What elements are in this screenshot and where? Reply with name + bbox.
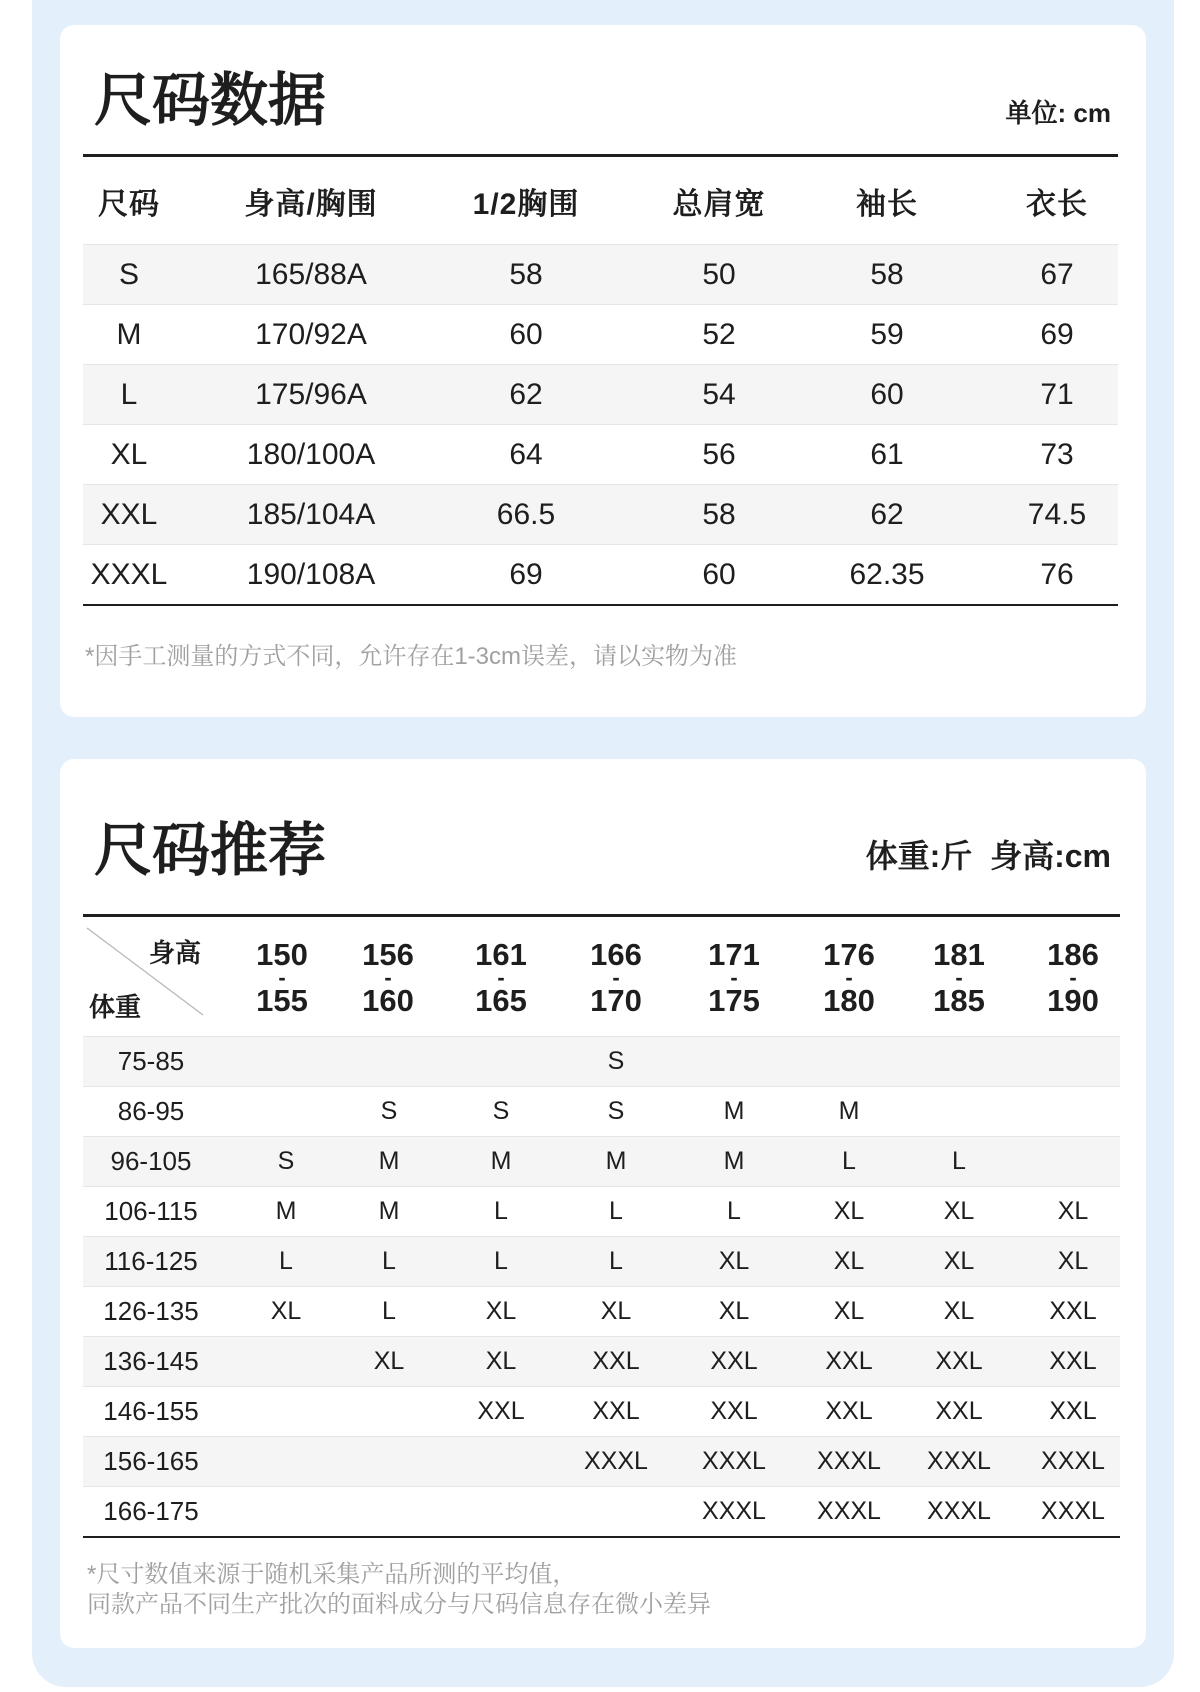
height-range-header	[794, 937, 904, 1018]
recommended-size	[561, 1487, 671, 1536]
recommended-size: L	[842, 1147, 856, 1175]
table-row	[83, 1136, 1120, 1186]
height-range-from: 161	[475, 937, 527, 972]
height-range-from: 150	[256, 937, 308, 972]
table-cell: 165/88A	[255, 257, 367, 291]
table-row	[83, 1186, 1120, 1236]
recommended-size: XL	[1057, 1247, 1089, 1275]
recommended-size: XXL	[592, 1397, 640, 1425]
table-cell: 62	[870, 497, 904, 531]
recommended-size: M	[838, 1097, 860, 1125]
size-table-body	[83, 244, 1118, 604]
recommended-size: XXXL	[817, 1447, 881, 1475]
height-range-header	[446, 937, 556, 1018]
recommended-size: XXL	[935, 1397, 983, 1425]
height-range-to: 170	[590, 983, 642, 1018]
recommended-size	[231, 1437, 341, 1486]
recommended-size: XXL	[935, 1347, 983, 1375]
recommended-size: XL	[270, 1297, 302, 1325]
height-range-from: 171	[708, 937, 760, 972]
recommended-size: XXL	[1049, 1347, 1097, 1375]
recommended-size: L	[609, 1197, 623, 1225]
recommended-size	[334, 1387, 444, 1436]
table-cell: 62	[509, 377, 543, 411]
table-cell: 61	[870, 437, 904, 471]
recommended-size: XL	[943, 1297, 975, 1325]
table-cell: 66.5	[496, 497, 556, 531]
table-cell: 71	[1040, 377, 1074, 411]
table-row	[83, 1436, 1120, 1486]
recommend-table-body	[83, 1036, 1120, 1536]
size-label: L	[120, 377, 138, 411]
height-range-from: 166	[590, 937, 642, 972]
weight-range: 116-125	[104, 1246, 198, 1276]
recommended-size	[679, 1037, 789, 1086]
table-cell: 74.5	[1027, 497, 1087, 531]
height-range-to: 185	[933, 983, 985, 1018]
table-cell: 54	[702, 377, 736, 411]
weight-range: 136-145	[103, 1346, 199, 1376]
recommended-size	[334, 1487, 444, 1536]
height-range-from: 176	[823, 937, 875, 972]
table-row	[83, 1036, 1120, 1086]
recommended-size: XXL	[710, 1347, 758, 1375]
measurement-note: *因手工测量的方式不同，允许存在1-3cm误差，请以实物为准	[85, 643, 738, 670]
table-cell: 50	[702, 257, 736, 291]
recommended-size: XXXL	[584, 1447, 648, 1475]
recommend-note-line: 同款产品不同生产批次的面料成分与尺码信息存在微小差异	[87, 1591, 711, 1618]
recommended-size: XXXL	[702, 1497, 766, 1525]
recommended-size: L	[494, 1197, 508, 1225]
recommended-size	[231, 1337, 341, 1386]
table-row	[83, 304, 1118, 364]
recommended-size: L	[382, 1247, 396, 1275]
recommended-size: M	[490, 1147, 512, 1175]
recommended-size: XL	[1057, 1197, 1089, 1225]
recommended-size: M	[378, 1147, 400, 1175]
range-separator: -	[497, 965, 505, 990]
recommended-size: XXL	[592, 1347, 640, 1375]
recommended-size	[231, 1487, 341, 1536]
table-row	[83, 1086, 1120, 1136]
size-label: M	[116, 317, 142, 351]
range-separator: -	[955, 965, 963, 990]
recommended-size: M	[723, 1147, 745, 1175]
table-row	[83, 244, 1118, 304]
recommended-size: XL	[833, 1297, 865, 1325]
recommended-size: L	[727, 1197, 741, 1225]
weight-range: 166-175	[103, 1496, 199, 1526]
recommended-size: M	[605, 1147, 627, 1175]
recommended-size	[231, 1387, 341, 1436]
recommend-note-line: *尺寸数值来源于随机采集产品所测的平均值，	[87, 1561, 577, 1588]
table-cell: 58	[870, 257, 904, 291]
recommended-size: XXL	[825, 1347, 873, 1375]
table-row	[83, 1486, 1120, 1536]
recommended-size: L	[382, 1297, 396, 1325]
recommended-size: XXL	[477, 1397, 525, 1425]
recommended-size: XL	[718, 1247, 750, 1275]
table-row	[83, 484, 1118, 544]
table-cell: 67	[1040, 257, 1074, 291]
column-header: 尺码	[98, 187, 160, 221]
recommended-size	[446, 1487, 556, 1536]
recommended-size: XXXL	[1041, 1447, 1105, 1475]
recommended-size: XL	[833, 1247, 865, 1275]
recommended-size	[794, 1037, 904, 1086]
column-header: 衣长	[1026, 187, 1088, 221]
column-header: 总肩宽	[672, 187, 766, 221]
table-row	[83, 544, 1118, 604]
recommended-size: XL	[373, 1347, 405, 1375]
recommended-size: M	[275, 1197, 297, 1225]
size-data-title: 尺码数据	[94, 68, 327, 133]
recommended-size: XXL	[1049, 1297, 1097, 1325]
height-range-to: 175	[708, 983, 760, 1018]
table-cell: 180/100A	[246, 437, 376, 471]
recommended-size: M	[723, 1097, 745, 1125]
table-cell: 52	[702, 317, 736, 351]
recommended-size: S	[492, 1097, 510, 1125]
recommended-size	[1018, 1037, 1128, 1086]
height-range-from: 186	[1047, 937, 1099, 972]
recommend-note	[87, 1560, 711, 1620]
table-row	[83, 1336, 1120, 1386]
table-row	[83, 1286, 1120, 1336]
recommended-size: XXL	[1049, 1397, 1097, 1425]
recommended-size	[334, 1037, 444, 1086]
weight-range: 86-95	[117, 1096, 185, 1126]
table-cell: 185/104A	[246, 497, 376, 531]
recommended-size	[446, 1037, 556, 1086]
height-range-from: 156	[362, 937, 414, 972]
recommended-size	[904, 1037, 1014, 1086]
column-header: 袖长	[856, 187, 918, 221]
recommended-size: XL	[485, 1347, 517, 1375]
size-data-table	[83, 154, 1118, 606]
recommended-size: XL	[600, 1297, 632, 1325]
size-recommend-title: 尺码推荐	[94, 818, 327, 883]
recommended-size: XXL	[710, 1397, 758, 1425]
recommended-size: L	[279, 1247, 293, 1275]
recommended-size: L	[609, 1247, 623, 1275]
table-cell: 73	[1040, 437, 1074, 471]
height-range-header	[227, 937, 337, 1018]
recommended-size: XXXL	[702, 1447, 766, 1475]
height-range-to: 180	[823, 983, 875, 1018]
recommended-size: XXXL	[927, 1447, 991, 1475]
size-label: XXXL	[90, 557, 168, 591]
height-axis-label: 身高	[149, 938, 202, 968]
recommended-size: XXL	[825, 1397, 873, 1425]
height-range-header	[333, 937, 443, 1018]
table-cell: 69	[1040, 317, 1074, 351]
size-label: XL	[110, 437, 148, 471]
table-row	[83, 1236, 1120, 1286]
table-cell: 58	[702, 497, 736, 531]
recommended-size	[904, 1087, 1014, 1136]
height-range-to: 160	[362, 983, 414, 1018]
recommended-size	[1018, 1137, 1128, 1186]
table-cell: 59	[870, 317, 904, 351]
recommended-size: XL	[943, 1197, 975, 1225]
column-header: 1/2胸围	[472, 187, 580, 221]
recommended-size: XL	[943, 1247, 975, 1275]
weight-range: 156-165	[103, 1446, 199, 1476]
table-cell: 76	[1040, 557, 1074, 591]
weight-axis-label: 体重	[89, 992, 142, 1022]
range-separator: -	[845, 965, 853, 990]
table-cell: 60	[702, 557, 736, 591]
size-data-card	[60, 25, 1146, 717]
weight-range: 106-115	[104, 1196, 198, 1226]
height-range-to: 190	[1047, 983, 1099, 1018]
table-cell: 190/108A	[246, 557, 376, 591]
size-recommend-card	[60, 759, 1146, 1648]
table-cell: 64	[509, 437, 543, 471]
size-label: XXL	[100, 497, 158, 531]
range-separator: -	[730, 965, 738, 990]
size-table-header	[83, 157, 1118, 244]
recommended-size: S	[277, 1147, 295, 1175]
recommended-size: XL	[833, 1197, 865, 1225]
recommended-size: S	[380, 1097, 398, 1125]
recommended-size	[334, 1437, 444, 1486]
recommended-size: XL	[718, 1297, 750, 1325]
recommended-size: S	[607, 1097, 625, 1125]
recommended-size: L	[494, 1247, 508, 1275]
table-cell: 170/92A	[255, 317, 367, 351]
recommended-size	[446, 1437, 556, 1486]
recommended-size: XXXL	[927, 1497, 991, 1525]
recommend-table-header	[83, 917, 1120, 1036]
height-range-to: 165	[475, 983, 527, 1018]
recommended-size	[231, 1087, 341, 1136]
table-cell: 60	[870, 377, 904, 411]
size-recommend-table	[83, 914, 1120, 1538]
size-label: S	[118, 257, 139, 291]
range-separator: -	[278, 965, 286, 990]
height-range-header	[904, 937, 1014, 1018]
weight-range: 96-105	[110, 1146, 192, 1176]
table-cell: 69	[509, 557, 543, 591]
height-range-from: 181	[933, 937, 985, 972]
column-header: 身高/胸围	[244, 187, 378, 221]
weight-range: 146-155	[103, 1396, 199, 1426]
recommended-size	[1018, 1087, 1128, 1136]
height-range-header	[679, 937, 789, 1018]
recommended-size: XXXL	[817, 1497, 881, 1525]
range-separator: -	[384, 965, 392, 990]
range-separator: -	[1069, 965, 1077, 990]
recommended-size: XL	[485, 1297, 517, 1325]
table-cell: 175/96A	[255, 377, 367, 411]
recommended-size: XXXL	[1041, 1497, 1105, 1525]
size-recommend-units: 体重:斤 身高:cm	[865, 838, 1111, 874]
range-separator: -	[612, 965, 620, 990]
height-range-to: 155	[256, 983, 308, 1018]
height-range-header	[561, 937, 671, 1018]
recommended-size	[231, 1037, 341, 1086]
table-cell: 62.35	[849, 557, 925, 591]
recommended-size: M	[378, 1197, 400, 1225]
table-row	[83, 364, 1118, 424]
recommended-size: L	[952, 1147, 966, 1175]
table-row	[83, 424, 1118, 484]
table-cell: 60	[509, 317, 543, 351]
table-row	[83, 1386, 1120, 1436]
recommended-size: S	[607, 1047, 625, 1075]
height-range-header	[1018, 937, 1128, 1018]
weight-range: 75-85	[117, 1046, 185, 1076]
table-cell: 56	[702, 437, 736, 471]
table-cell: 58	[509, 257, 543, 291]
size-data-unit: 单位: cm	[1005, 98, 1111, 128]
weight-range: 126-135	[103, 1296, 199, 1326]
